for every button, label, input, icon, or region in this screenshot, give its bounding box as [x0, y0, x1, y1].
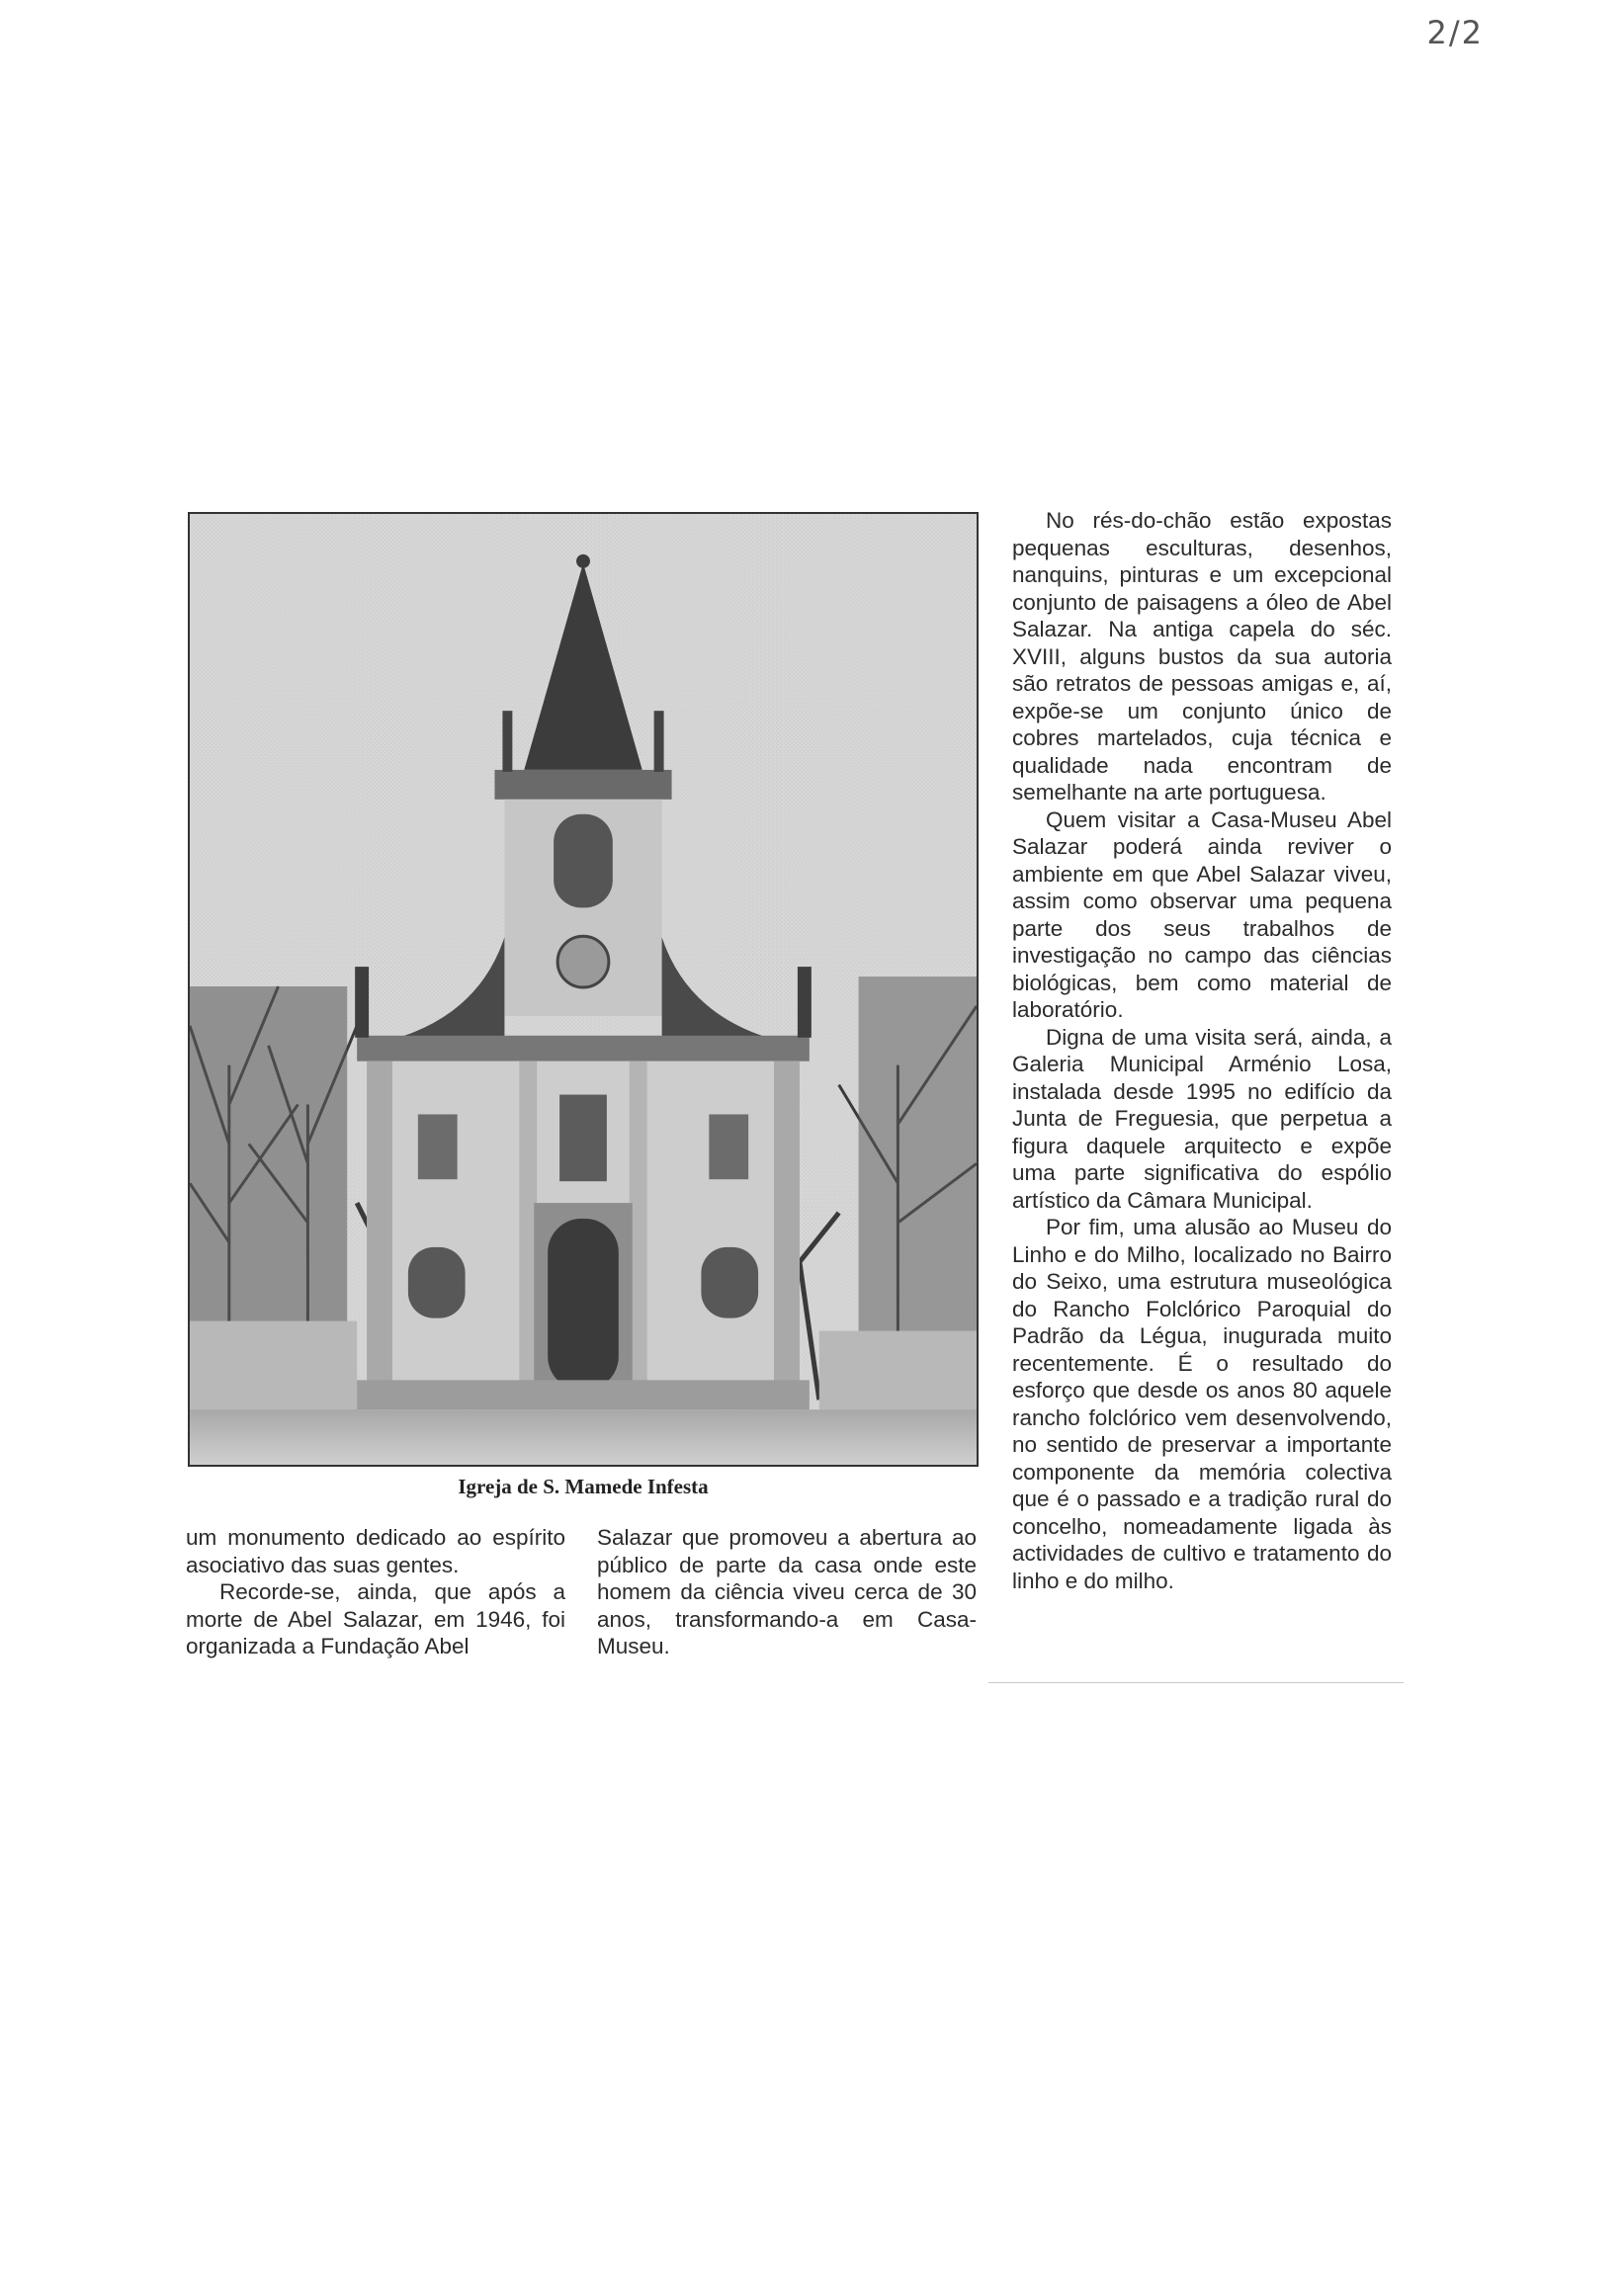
- spire-finial: [576, 554, 590, 568]
- window-lower-left: [408, 1247, 466, 1318]
- window-upper-right: [709, 1114, 748, 1179]
- window-lower-right: [701, 1247, 758, 1318]
- left-tree-mass: [190, 986, 347, 1360]
- column-3-paragraph: No rés-do-chão estão expostas pequenas esculturas, desenhos, nanquins, pinturas e um excepcional conjunto de paisagens a óleo de Abel Salazar. Na antiga capela do séc. XVIII, alguns bustos da sua autoria são retratos de pessoas amigas e, aí, expõe-se um conjunto único de cobres martelados, cuja técnica e qualidade nada encontram de semelhante na arte portuguesa.: [1012, 508, 1392, 805]
- photo-caption: Igreja de S. Mamede Infesta: [458, 1475, 709, 1498]
- clock: [557, 936, 609, 987]
- window-upper-left: [418, 1114, 458, 1179]
- tower-cornice: [494, 770, 671, 800]
- window-upper-center: [559, 1095, 607, 1182]
- church-illustration: [190, 514, 977, 1465]
- column-1-paragraph: um monumento dedicado ao espírito asociativo das suas gentes.: [186, 1525, 565, 1577]
- steps: [357, 1380, 810, 1409]
- column-2-paragraph: Salazar que promoveu a abertura ao público de parte da casa onde este homem da ciência viveu cerca de 30 anos, transformando-a em Casa-Museu.: [597, 1525, 977, 1658]
- column-1: [186, 1524, 565, 1660]
- column-3-paragraph: Quem visitar a Casa-Museu Abel Salazar poderá ainda reviver o ambiente em que Abel Salazar viveu, assim como observar uma pequena parte dos seus trabalhos de investigação no campo das ciências biológicas, bem como material de laboratório.: [1012, 807, 1392, 1022]
- scan-artifact-line: [988, 1682, 1404, 1683]
- column-3-paragraph: Digna de uma visita será, ainda, a Galeria Municipal Arménio Losa, instalada desde 1995 no edifício da Junta de Freguesia, que perpetua a figura daquele arquitecto e expõe uma parte significativa do espólio artístico da Câmara Municipal.: [1012, 1024, 1392, 1213]
- church-photo: [188, 512, 979, 1467]
- ground: [190, 1409, 977, 1465]
- bell-arch: [554, 814, 613, 908]
- page-number: 2/2: [1426, 14, 1484, 51]
- column-1-paragraph: Recorde-se, ainda, que após a morte de Abel Salazar, em 1946, foi organizada a Fundação Abel: [186, 1579, 565, 1658]
- right-tree-mass: [859, 977, 977, 1360]
- column-2: [597, 1524, 977, 1660]
- column-3-paragraph: Por fim, uma alusão ao Museu do Linho e do Milho, localizado no Bairro do Seixo, uma estrutura museológica do Rancho Folclórico Paroquial do Padrão da Légua, inugurada muito recentemente. É o resultado do esforço que desde os anos 80 aquele rancho folclórico vem desenvolvendo, no sentido de preservar a importante componente da memória colectiva que é o passado e a tradição rural do concelho, nomeadamente ligada às actividades de cultivo e tratamento do linho e do milho.: [1012, 1215, 1392, 1593]
- facade-cornice: [357, 1036, 810, 1062]
- door: [548, 1219, 619, 1390]
- column-3: [1012, 507, 1392, 1594]
